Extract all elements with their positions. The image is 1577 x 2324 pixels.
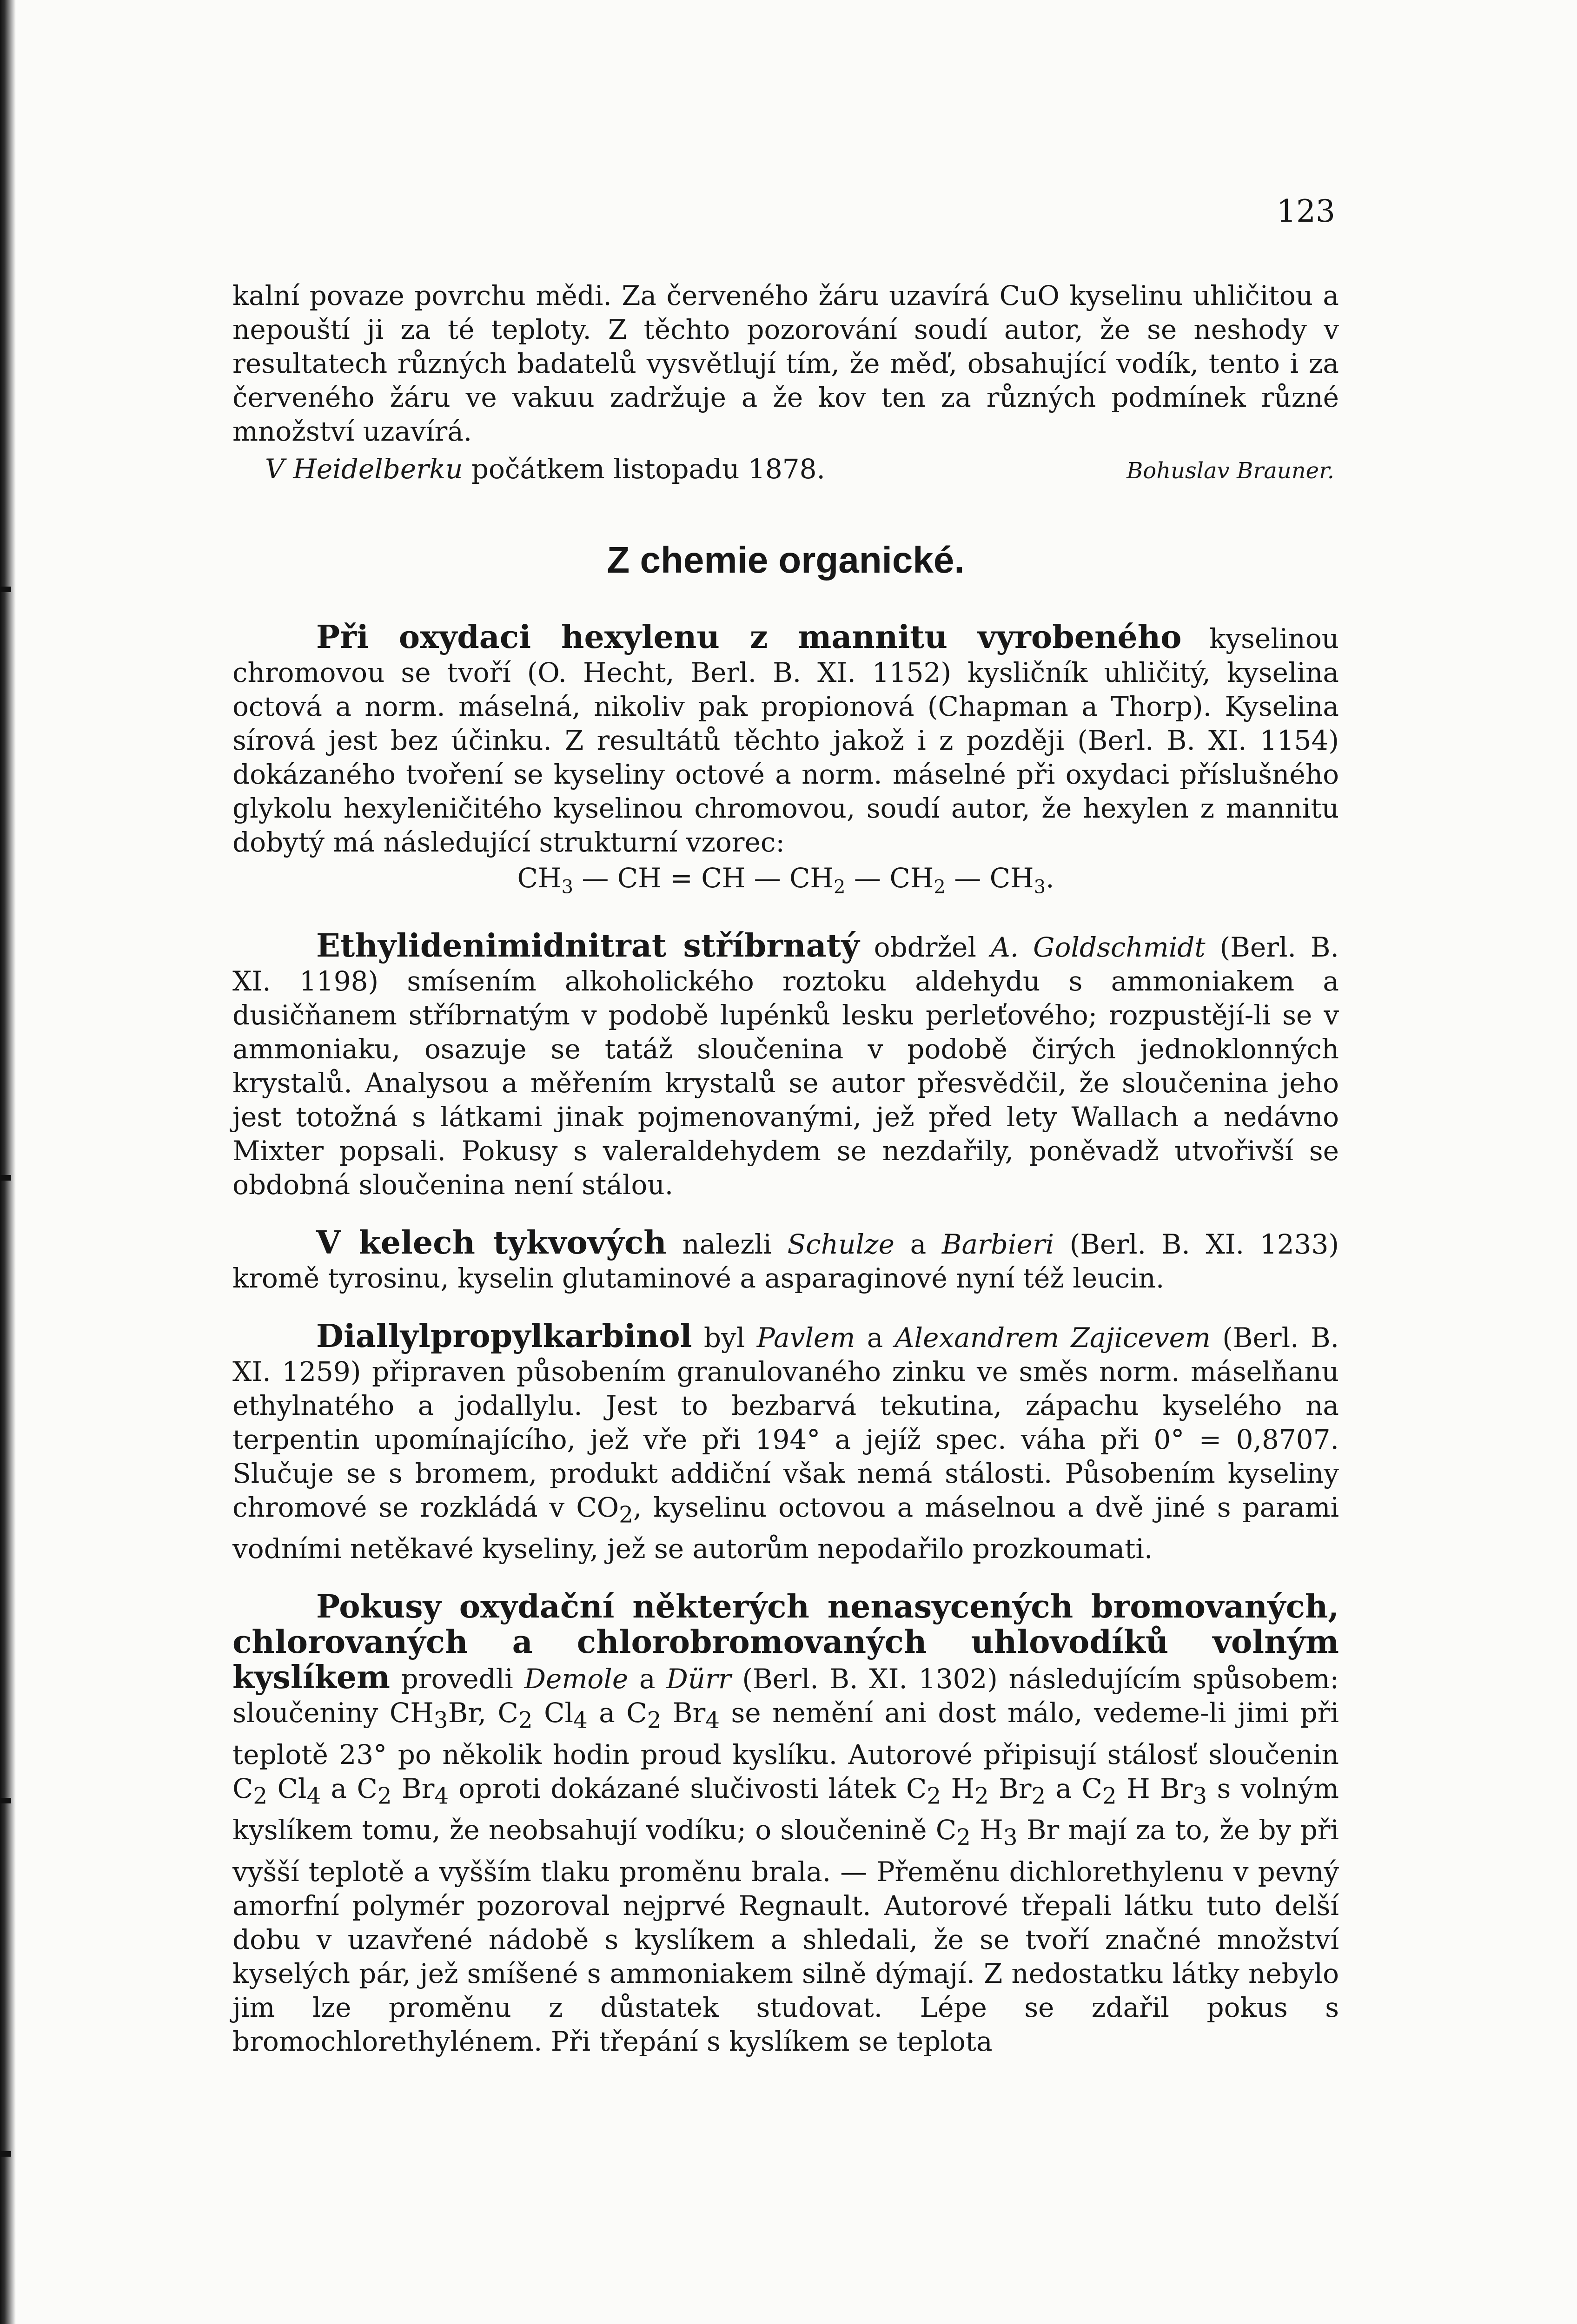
article-heading: Při oxydaci hexylenu z mannitu vyrobeného [316, 619, 1182, 656]
article-hexylene [232, 621, 1339, 905]
article-heading: V kelech tykvových [316, 1224, 667, 1261]
scan-edge-mark [0, 1175, 11, 1181]
page-content [232, 279, 1339, 2083]
article-paragraph: Diallylpropylkarbinol byl Pavlem a Alexandrem Zajicevem (Berl. B. XI. 1259) připraven působením granulovaného zinku ve směs norm. máselňanu ethylnatého a jodallylu. Jest to bezbarvá tekutina, zápachu kyselého na terpentin upomínajícího, jež vře při 194° a jejíž spec. váha při 0° = 0,8707. Slučuje se s bromem, produkt addiční však nemá stálosti. Působením kyseliny chromové se rozkládá v $CO_2$, kyselinu octovou a máselnou a dvě jiné s parami vodními netěkavé kyseliny, jež se autorům nepodařilo prozkoumati. [232, 1317, 1339, 1565]
article-paragraph: Ethylidenimidnitrat stříbrnatý obdržel A. Goldschmidt (Berl. B. XI. 1198) smísením alkoholického roztoku aldehydu s ammoniakem a dusičňanem stříbrnatým v podobě lupénků lesku perleťového; rozpustějí-li se v ammoniaku, osazuje se tatáž sloučenina v podobě čirých jednoklonných krystalů. Analysou a měřením krystalů se autor přesvědčil, že sloučenina jeho jest totožná s látkami jinak pojmenovanými, jež před lety Wallach a nedávno Mixter popsali. Pokusy s valeraldehydem se nezdařily, poněvadž utvořivší se obdobná sloučenina není stálou. [232, 927, 1339, 1201]
scan-edge-mark [0, 587, 11, 592]
date-text: počátkem listopadu 1878. [463, 453, 825, 485]
article-paragraph: Pokusy oxydační některých nenasycených bromovaných, chlorovaných a chlorobromovaných uhlovodíků volným kyslíkem provedli Demole a Dürr (Berl. B. XI. 1302) následujícím spůsobem: sloučeniny $CH_3Br$, $C_2$ $Cl_4$ a $C_2$ $Br_4$ se nemění ani dost málo, vedeme-li jimi při teplotě 23° po několik hodin proud kyslíku. Autorové připisují stálosť sloučenin $C_2$ $Cl_4$ a $C_2$ $Br_4$ oproti dokázané slučivosti látek $C_2$ $H_2$ $Br_2$ a $C_2$ H $Br_3$ s volným kyslíkem tomu, že neobsahují vodíku; o sloučenině $C_2$ $H_3$ Br mají za to, že by při vyšší teplotě a vyšším tlaku proměnu brala. — Přeměnu dichlorethylenu v pevný amorfní polymér pozoroval nejprvé Regnault. Autorové třepali látku tuto delší dobu v uzavřené nádobě s kyslíkem a shledali, že se tvoří značné množství kyselých pár, jež smíšené s ammoniakem silně dýmají. Z nedostatku látky nebylo jim lze proměnu z důstatek studovat. Lépe se zdařil pokus s bromochlorethylénem. Při třepání s kyslíkem se teplota [232, 1588, 1339, 2057]
scan-edge-mark [0, 1798, 11, 1803]
place-name: V Heidelberku [265, 453, 463, 485]
article-paragraph: Při oxydaci hexylenu z mannitu vyrobeného kyselinou chromovou se tvoří (O. Hecht, Berl. B. XI. 1152) kysličník uhličitý, kyselina octová a norm. máselná, nikoliv pak propionová (Chapman a Thorp). Kyselina sírová jest bez účinku. Z resultátů těchto jakož i z později (Berl. B. XI. 1154) dokázaného tvoření se kyseliny octové a norm. máselné při oxydaci příslušného glykolu hexyleničitého kyselinou chromovou, soudí autor, že hexylen z mannitu dobytý má následující strukturní vzorec: [232, 619, 1339, 858]
article-pumpkin-seeds [232, 1226, 1339, 1295]
article-heading: Diallylpropylkarbinol [316, 1317, 692, 1355]
author-signature: Bohuslav Brauner. [1126, 458, 1334, 484]
intro-paragraph: kalní povaze povrchu mědi. Za červeného žáru uzavírá CuO kyselinu uhličitou a nepouští ji za té teploty. Z těchto pozorování soudí autor, že se neshody v resultatech různých badatelů vysvětlují tím, že měď, obsahující vodík, tento i za červeného žáru ve vakuu zadržuje a že kov ten za různých podmínek různé množství uzavírá. [232, 280, 1339, 447]
scan-edge-mark [0, 2151, 11, 2157]
article-heading: Ethylidenimidnitrat stříbrnatý [316, 927, 860, 964]
article-diallylpropylkarbinol [232, 1317, 1339, 1566]
article-heading: Pokusy oxydační některých nenasycených bromovaných, chlorovaných a chlorobromovaných uhlovodíků volným kyslíkem [232, 1588, 1339, 1697]
signature-line [232, 452, 1339, 488]
place-date [232, 452, 825, 486]
article-paragraph: V kelech tykvových nalezli Schulze a Barbieri (Berl. B. XI. 1233) kromě tyrosinu, kyselin glutaminové a asparaginové nyní též leucin. [232, 1224, 1339, 1294]
article-oxidation-experiments [232, 1590, 1339, 2059]
page-number: 123 [1277, 193, 1335, 229]
section-title: Z chemie organické. [607, 539, 965, 581]
structural-formula: $CH_3$ — CH = CH — $CH_2$ — $CH_2$ — $CH_3$. [517, 862, 1054, 898]
scan-binding-edge [0, 0, 16, 2324]
article-ethylidenimidnitrat [232, 929, 1339, 1202]
